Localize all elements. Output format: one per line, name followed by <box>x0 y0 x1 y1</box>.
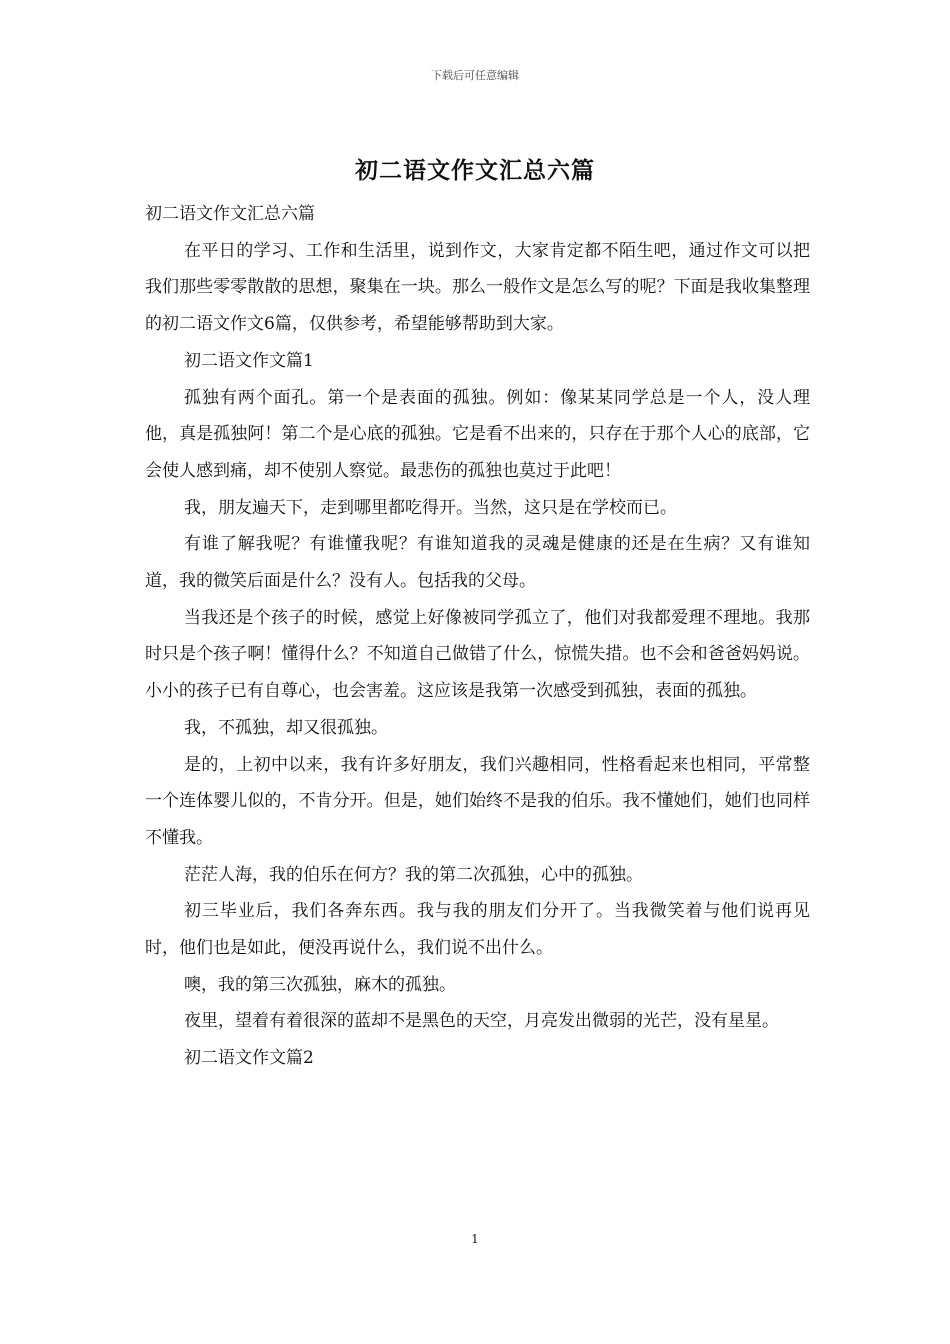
document-body <box>145 196 810 1077</box>
body-paragraph: 茫茫人海，我的伯乐在何方？我的第二次孤独，心中的孤独。 <box>184 864 643 885</box>
body-paragraph: 夜里，望着有着很深的蓝却不是黑色的天空，月亮发出微弱的光芒，没有星星。 <box>184 1011 779 1032</box>
subtitle-paragraph: 初二语文作文汇总六篇 <box>145 204 315 224</box>
body-paragraph: 噢，我的第三次孤独，麻木的孤独。 <box>184 974 456 995</box>
section-heading-1: 初二语文作文篇1 <box>184 350 314 371</box>
body-paragraph: 我，不孤独，却又很孤独。 <box>184 717 388 738</box>
header-note: 下载后可任意编辑 <box>431 69 519 82</box>
page-number: 1 <box>471 1232 479 1246</box>
intro-paragraph: 在平日的学习、工作和生活里，说到作文，大家肯定都不陌生吧，通过作文可以把我们那些零零散散的思想，聚集在一块。那么一般作文是怎么写的呢？下面是我收集整理的初二语文作文6篇，仅供参考，希望能够帮助到大家。 <box>145 240 810 335</box>
section-heading-2: 初二语文作文篇2 <box>184 1048 314 1069</box>
body-paragraph: 孤独有两个面孔。第一个是表面的孤独。例如：像某某同学总是一个人，没人理他，真是孤独阿！第二个是心底的孤独。它是看不出来的，只存在于那个人心的底部，它会使人感到痛，却不使别人察觉。最悲伤的孤独也莫过于此吧！ <box>145 387 810 481</box>
body-paragraph: 我，朋友遍天下，走到哪里都吃得开。当然，这只是在学校而已。 <box>184 497 677 518</box>
body-paragraph: 是的，上初中以来，我有许多好朋友，我们兴趣相同，性格看起来也相同，平常整一个连体婴儿似的，不肯分开。但是，她们始终不是我的伯乐。我不懂她们，她们也同样不懂我。 <box>145 754 810 848</box>
body-paragraph: 初三毕业后，我们各奔东西。我与我的朋友们分开了。当我微笑着与他们说再见时，他们也是如此，便没再说什么，我们说不出什么。 <box>145 901 810 959</box>
body-paragraph: 有谁了解我呢？有谁懂我呢？有谁知道我的灵魂是健康的还是在生病？又有谁知道，我的微笑后面是什么？没有人。包括我的父母。 <box>145 534 810 592</box>
document-title: 初二语文作文汇总六篇 <box>355 157 595 184</box>
body-paragraph: 当我还是个孩子的时候，感觉上好像被同学孤立了，他们对我都爱理不理地。我那时只是个孩子啊！懂得什么？不知道自己做错了什么，惊慌失措。也不会和爸爸妈妈说。小小的孩子已有自尊心，也会害羞。这应该是我第一次感受到孤独，表面的孤独。 <box>145 607 810 702</box>
